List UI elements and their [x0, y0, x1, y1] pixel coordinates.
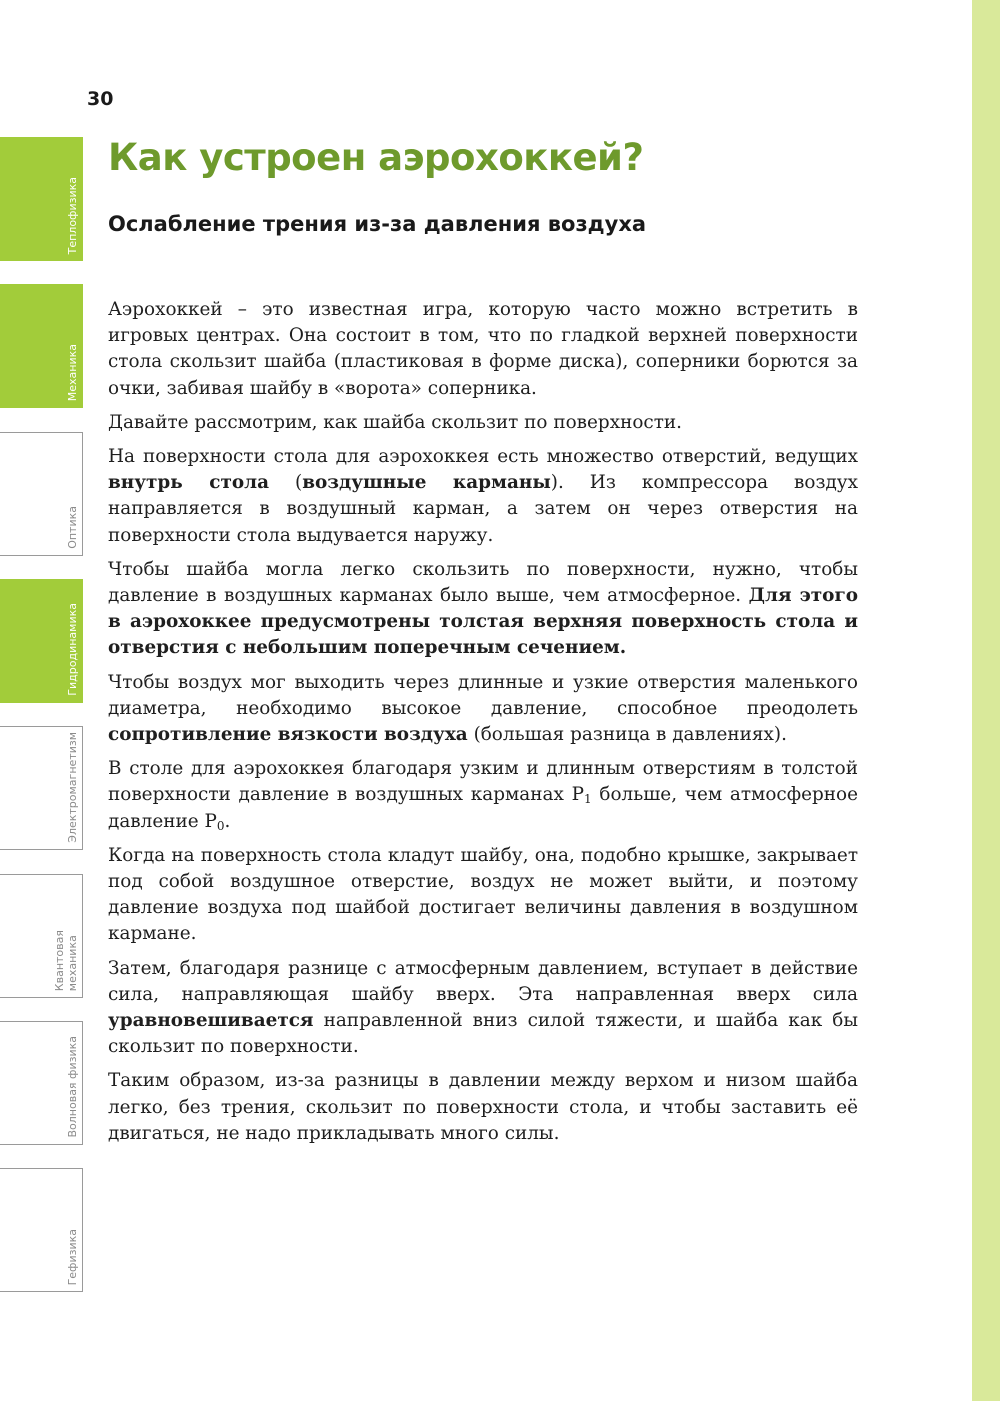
tab-label: Теплофизика [66, 176, 79, 254]
page-title: Как устроен аэрохоккей? [108, 136, 644, 179]
tab-quantum-mechanics[interactable] [0, 874, 83, 998]
tab-optics[interactable] [0, 432, 83, 556]
tab-label: Оптика [66, 506, 79, 549]
paragraph-consider: Давайте рассмотрим, как шайба скользит по поверхности. [108, 411, 682, 433]
tab-geophysics[interactable] [0, 1168, 83, 1292]
right-edge-color-strip [972, 0, 1000, 1401]
tab-wave-physics[interactable] [0, 1021, 83, 1145]
page-number: 30 [87, 88, 114, 110]
paragraph-conclusion: Таким образом, из-за разницы в давлении между верхом и низом шайба легко, без трения, скользит по поверхности стола, и чтобы заставить её двигаться, не надо прикладывать много силы. [108, 1070, 858, 1144]
tab-electromagnetism[interactable] [0, 726, 83, 850]
tab-label: Механика [66, 343, 79, 401]
tab-label: Гефизика [66, 1228, 79, 1285]
paragraph-intro: Аэрохоккей – это известная игра, которую часто можно встретить в игровых центрах. Она состоит в том, что по гладкой верхней поверхности стола скользит шайба (пластиковая в форме диска), соперники борются за очки, забивая шайбу в «ворота» соперника. [108, 299, 858, 399]
paragraph-viscosity: Чтобы воздух мог выходить через длинные и узкие отверстия маленького диаметра, необходимо высокое давление, способное преодолеть сопротивление вязкости воздуха (большая разница в давлениях). [108, 671, 858, 746]
section-subtitle: Ослабление трения из-за давления воздуха [108, 212, 647, 236]
paragraph-puck-lid: Когда на поверхность стола кладут шайбу, она, подобно крышке, закрывает под собой воздушное отверстие, воздух не может выйти, и поэтому давление воздуха под шайбой достигает величины давления в воздушном кармане. [108, 844, 858, 945]
tab-label: Волновая физика [66, 1036, 79, 1138]
paragraph-p1-p0: В столе для аэрохоккея благодаря узким и длинным отверстиям в толстой поверхности давление в воздушных карманах $P_1$ больше, чем атмосферное давление $P_0$. [108, 758, 858, 833]
paragraph-holes: На поверхности стола для аэрохоккея есть множество отверстий, ведущих внутрь стола (воздушные карманы). Из компрессора воздух направляется в воздушный карман, а затем он через отверстия на поверхности стола выдувается наружу. [108, 446, 858, 546]
tab-label: Квантовая механика [53, 929, 79, 991]
tab-label: Электромагнетизм [66, 732, 79, 843]
tab-thermophysics[interactable] [0, 137, 83, 261]
tab-hydrodynamics[interactable] [0, 579, 83, 703]
tab-label: Гидродинамика [66, 603, 79, 696]
tab-mechanics[interactable] [0, 284, 83, 408]
article-body [108, 297, 858, 1155]
paragraph-pressure: Чтобы шайба могла легко скользить по поверхности, нужно, чтобы давление в воздушных карманах было выше, чем атмосферное. Для этого в аэрохоккее предусмотрены толстая верхняя поверхность стола и отверстия с небольшим поперечным сечением. [108, 558, 858, 659]
paragraph-balance: Затем, благодаря разнице с атмосферным давлением, вступает в действие сила, направляющая шайбу вверх. Эта направленная вверх сила уравновешивается направленной вниз силой тяжести, и шайба как бы скользит по поверхности. [108, 957, 858, 1058]
